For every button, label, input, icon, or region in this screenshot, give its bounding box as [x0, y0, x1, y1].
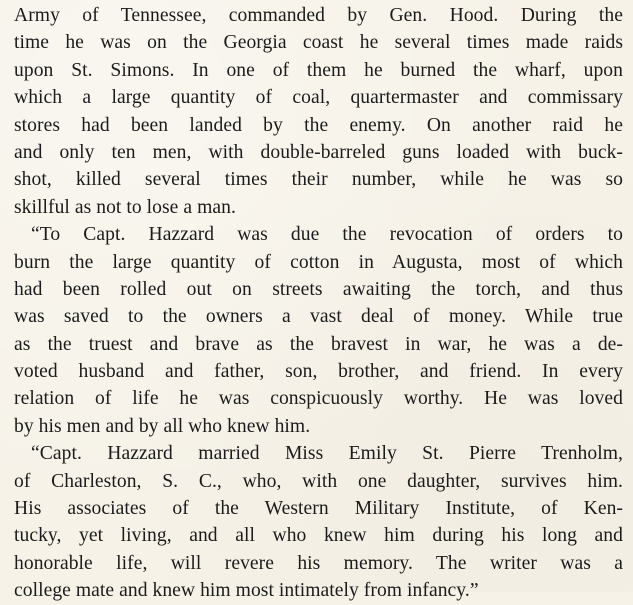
paragraph-hood-raids [14, 2, 623, 221]
text-line: voted husband and father, son, brother, and friend. In every [14, 361, 623, 383]
text-line: which a large quantity of coal, quartermaster and commissary [14, 87, 623, 109]
text-line: shot, killed several times their number, while he was so [14, 169, 623, 191]
text-line: “To Capt. Hazzard was due the revocation of orders to [31, 224, 623, 246]
text-line: honorable life, will revere his memory. The writer was a [14, 552, 623, 574]
text-line: as the truest and brave as the bravest in war, he was a de- [14, 333, 623, 355]
text-line: tucky, yet living, and all who knew him during his long and [14, 525, 623, 547]
text-line: was saved to the owners a vast deal of money. While true [14, 306, 623, 328]
text-line: college mate and knew him most intimately from infancy.” [14, 580, 479, 602]
text-line: of Charleston, S. C., who, with one daughter, survives him. [14, 470, 623, 492]
text-line: and only ten men, with double-barreled guns loaded with buck- [14, 141, 623, 163]
text-line: by his men and by all who knew him. [14, 415, 311, 437]
paragraph-marriage [14, 440, 623, 604]
text-line: time he was on the Georgia coast he several times made raids [14, 32, 623, 54]
text-line: His associates of the Western Military Institute, of Ken- [14, 498, 623, 520]
text-line: skillful as not to lose a man. [14, 196, 236, 218]
text-line: Army of Tennessee, commanded by Gen. Hood. During the [14, 5, 623, 26]
text-line: had been rolled out on streets awaiting the torch, and thus [14, 278, 623, 300]
text-line: upon St. Simons. In one of them he burned the wharf, upon [14, 59, 623, 81]
text-line: relation of life he was conspicuously worthy. He was loved [14, 388, 623, 410]
text-line: burn the large quantity of cotton in Augusta, most of which [14, 251, 623, 273]
text-line: “Capt. Hazzard married Miss Emily St. Pierre Trenholm, [31, 443, 623, 465]
paragraph-cotton-augusta [14, 221, 623, 440]
text-line: stores had been landed by the enemy. On another raid he [14, 114, 623, 136]
